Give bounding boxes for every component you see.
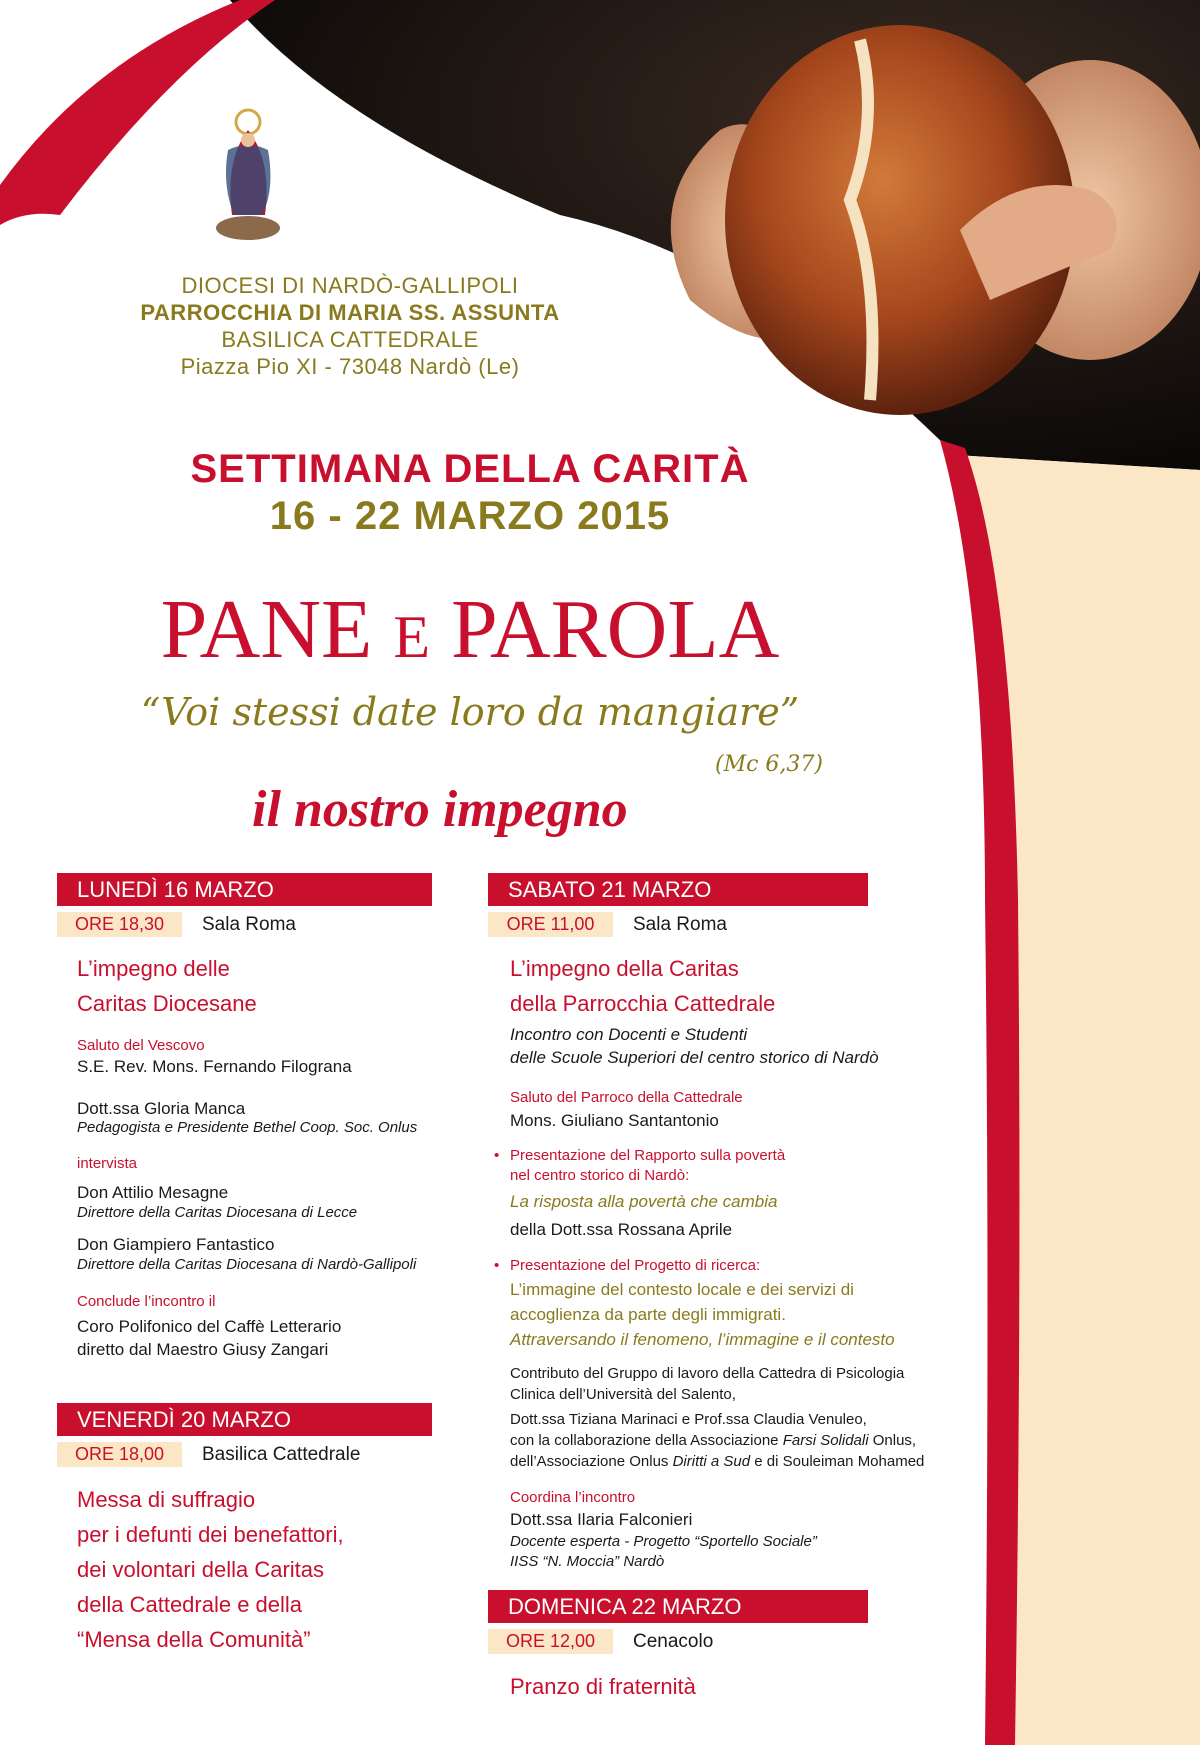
contributors-line: Dott.ssa Tiziana Marinaci e Prof.ssa Claudia Venuleo,	[510, 1411, 867, 1428]
contributors-text: dell’Associazione Onlus	[510, 1453, 673, 1470]
speaker-label: intervista	[77, 1155, 138, 1172]
speaker-name: Don Giampiero Fantastico	[77, 1235, 275, 1254]
quote: “Voi stessi date loro da mangiare”	[140, 690, 800, 734]
time-row-monday	[57, 912, 457, 937]
event-title-line: della Parrocchia Cattedrale	[510, 991, 776, 1016]
presentation-title: La risposta alla povertà che cambia	[510, 1192, 778, 1211]
event-title-line: “Mensa della Comunità”	[77, 1627, 311, 1652]
speaker-name: S.E. Rev. Mons. Fernando Filograna	[77, 1057, 352, 1076]
speaker-name: Don Attilio Mesagne	[77, 1183, 229, 1202]
event-place: Sala Roma	[633, 914, 727, 935]
speaker-name: Dott.ssa Gloria Manca	[77, 1099, 246, 1118]
event-title-line: Pranzo di fraternità	[510, 1674, 696, 1699]
meeting-description: delle Scuole Superiori del centro storico di Nardò	[510, 1048, 879, 1067]
main-title-e: E	[393, 604, 430, 670]
speaker-name: diretto dal Maestro Giusy Zangari	[77, 1340, 329, 1359]
time-pill: ORE 18,30	[57, 912, 182, 937]
bullet-dot: •	[494, 1147, 500, 1164]
contributors-line	[510, 1431, 916, 1451]
day-header-sunday: DOMENICA 22 MARZO	[488, 1590, 868, 1623]
speaker-role: Direttore della Caritas Diocesana di Lecce	[77, 1204, 358, 1221]
association-name: Farsi Solidali	[782, 1432, 869, 1449]
speaker-role: Docente esperta - Progetto “Sportello Sociale”	[510, 1533, 817, 1550]
event-place: Basilica Cattedrale	[202, 1444, 361, 1465]
speaker-role: Direttore della Caritas Diocesana di Nardò-Gallipoli	[77, 1256, 417, 1273]
main-title	[0, 585, 940, 682]
speaker-role: IISS “N. Moccia” Nardò	[510, 1553, 665, 1570]
event-title-line: per i defunti dei benefattori,	[77, 1522, 344, 1547]
event-title-line: della Cattedrale e della	[77, 1592, 303, 1617]
bullet-dot: •	[494, 1257, 500, 1274]
speaker-name: Mons. Giuliano Santantonio	[510, 1111, 719, 1130]
research-subtitle: Attraversando il fenomeno, l’immagine e il contesto	[510, 1330, 895, 1349]
meeting-description: Incontro con Docenti e Studenti	[510, 1025, 748, 1044]
main-title-pane: PANE	[160, 583, 373, 676]
event-title-line: Messa di suffragio	[77, 1487, 256, 1512]
event-title-line: L’impegno delle	[77, 956, 230, 981]
basilica-name: BASILICA CATTEDRALE	[221, 327, 479, 352]
address: Piazza Pio XI - 73048 Nardò (Le)	[180, 354, 520, 379]
contributors-line: Contributo del Gruppo di lavoro della Cattedra di Psicologia	[510, 1365, 905, 1382]
time-pill: ORE 18,00	[57, 1442, 182, 1467]
speaker-role: Pedagogista e Presidente Bethel Coop. Soc. Onlus	[77, 1119, 418, 1136]
contributors-text: con la collaborazione della Associazione	[510, 1432, 783, 1449]
time-pill: ORE 11,00	[488, 912, 613, 937]
association-name: Diritti a Sud	[672, 1453, 751, 1470]
event-place: Cenacolo	[633, 1631, 714, 1652]
speaker-name: Coro Polifonico del Caffè Letterario	[77, 1317, 342, 1336]
event-title-line: dei volontari della Caritas	[77, 1557, 325, 1582]
madonna-emblem	[216, 110, 280, 240]
speaker-label: Coordina l’incontro	[510, 1489, 636, 1506]
contributors-text: e di Souleiman Mohamed	[750, 1453, 925, 1470]
day-header-monday: LUNEDÌ 16 MARZO	[57, 873, 432, 906]
parish-name: PARROCCHIA DI MARIA SS. ASSUNTA	[140, 300, 560, 325]
diocese-name: DIOCESI DI NARDÒ-GALLIPOLI	[181, 273, 519, 298]
event-title-line: Caritas Diocesane	[77, 991, 257, 1016]
research-title: accoglienza da parte degli immigrati.	[510, 1305, 786, 1324]
time-row-sunday	[488, 1629, 888, 1654]
event-dates: 16 - 22 MARZO 2015	[269, 494, 671, 538]
day-header-saturday: SABATO 21 MARZO	[488, 873, 868, 906]
speaker-name: della Dott.ssa Rossana Aprile	[510, 1220, 733, 1239]
presentation-label: nel centro storico di Nardò:	[510, 1167, 690, 1184]
time-row-saturday	[488, 912, 888, 937]
speaker-label: Conclude l’incontro il	[77, 1293, 216, 1310]
main-title-parola: PAROLA	[450, 583, 780, 676]
contributors-text: Onlus,	[868, 1432, 917, 1449]
quote-reference: (Mc 6,37)	[715, 752, 823, 777]
time-pill: ORE 12,00	[488, 1629, 613, 1654]
presentation-label: Presentazione del Rapporto sulla povertà	[510, 1147, 786, 1164]
event-title-line: L’impegno della Caritas	[510, 956, 739, 981]
time-row-friday	[57, 1442, 457, 1467]
research-title: L’immagine del contesto locale e dei servizi di	[510, 1280, 854, 1299]
subtitle: il nostro impegno	[252, 781, 628, 838]
presentation-label: Presentazione del Progetto di ricerca:	[510, 1257, 761, 1274]
contributors-line	[510, 1452, 924, 1472]
speaker-label: Saluto del Parroco della Cattedrale	[510, 1089, 743, 1106]
event-place: Sala Roma	[202, 914, 296, 935]
speaker-label: Saluto del Vescovo	[77, 1037, 205, 1054]
day-header-friday: VENERDÌ 20 MARZO	[57, 1403, 432, 1436]
speaker-name: Dott.ssa Ilaria Falconieri	[510, 1510, 693, 1529]
week-title: SETTIMANA DELLA CARITÀ	[190, 447, 750, 491]
contributors-line: Clinica dell’Università del Salento,	[510, 1386, 736, 1403]
